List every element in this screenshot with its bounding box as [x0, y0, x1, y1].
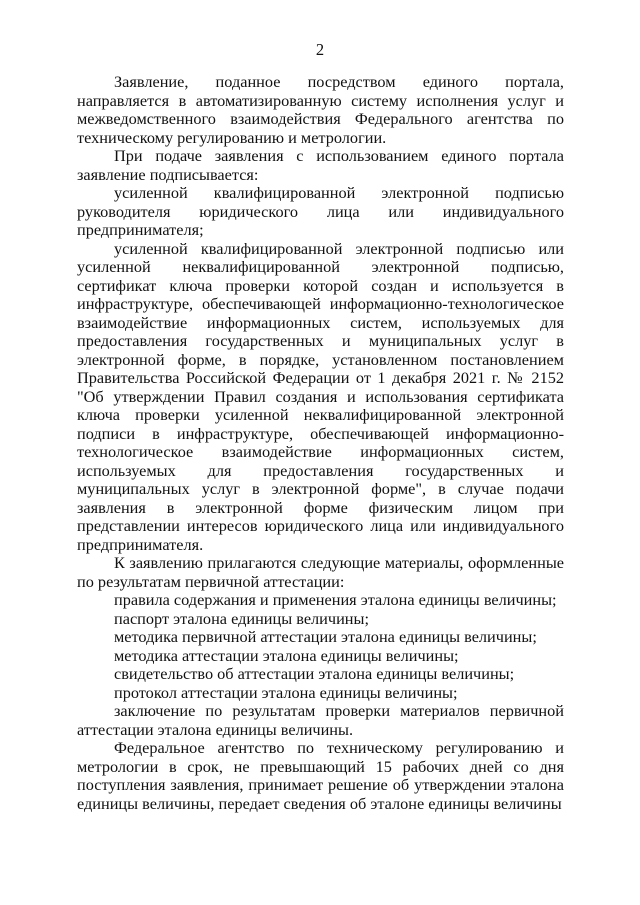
- paragraph-agency-decision: Федеральное агентство по техническому регулированию и метрологии в срок, не превышающий 15 рабочих дней со дня поступления заявления, принимает решение об утверждении эталона единицы величины, передает сведения об эталоне единицы величины: [77, 738, 564, 813]
- list-item-protocol: протокол аттестации эталона единицы величины;: [114, 682, 458, 702]
- list-item-primary-method: методика первичной аттестации эталона единицы величины;: [114, 627, 537, 646]
- paragraph-qualified-signature: усиленной квалифицированной электронной подписью руководителя юридического лица или индивидуального предпринимателя;: [77, 183, 564, 239]
- paragraph-materials-intro: К заявлению прилагаются следующие материалы, оформленные по результатам первичной аттестации:: [77, 553, 564, 591]
- list-item-attestation-method: методика аттестации эталона единицы величины;: [114, 645, 459, 665]
- list-item-rules: правила содержания и применения эталона единицы величины;: [114, 590, 557, 609]
- page-number: 2: [315, 40, 325, 59]
- list-item-certificate: свидетельство об аттестации эталона единицы величины;: [114, 664, 515, 683]
- list-item-conclusion: заключение по результатам проверки материалов первичной аттестации эталона единицы величины.: [77, 701, 564, 739]
- paragraph-portal-submission: Заявление, поданное посредством единого портала, направляется в автоматизированную систему исполнения услуг и межведомственного взаимодействия Федерального агентства по техническому регулированию и метрологии.: [77, 72, 564, 147]
- paragraph-signing-intro: При подаче заявления с использованием единого портала заявление подписывается:: [77, 146, 564, 184]
- list-item-passport: паспорт эталона единицы величины;: [114, 608, 369, 628]
- paragraph-unqualified-signature: усиленной квалифицированной электронной подписью или усиленной неквалифицированной электронной подписью, сертификат ключа проверки которой создан и используется в инфраструктуре, обеспечивающей информационно-технологическое взаимодействие информационных систем, используемых для предоставления государственных и муниципальных услуг в электронной форме, в порядке, установленном постановлением Правительства Российской Федерации от 1 декабря 2021 г. № 2152 "Об утверждении Правил создания и использования сертификата ключа проверки усиленной неквалифицированной электронной подписи в инфраструктуре, обеспечивающей информационно-технологическое взаимодействие информационных систем, используемых для предоставления государственных и муниципальных услуг в электронной форме", в случае подачи заявления в электронной форме физическим лицом при представлении интересов юридического лица или индивидуального предпринимателя.: [77, 238, 564, 554]
- document-body: [77, 73, 564, 813]
